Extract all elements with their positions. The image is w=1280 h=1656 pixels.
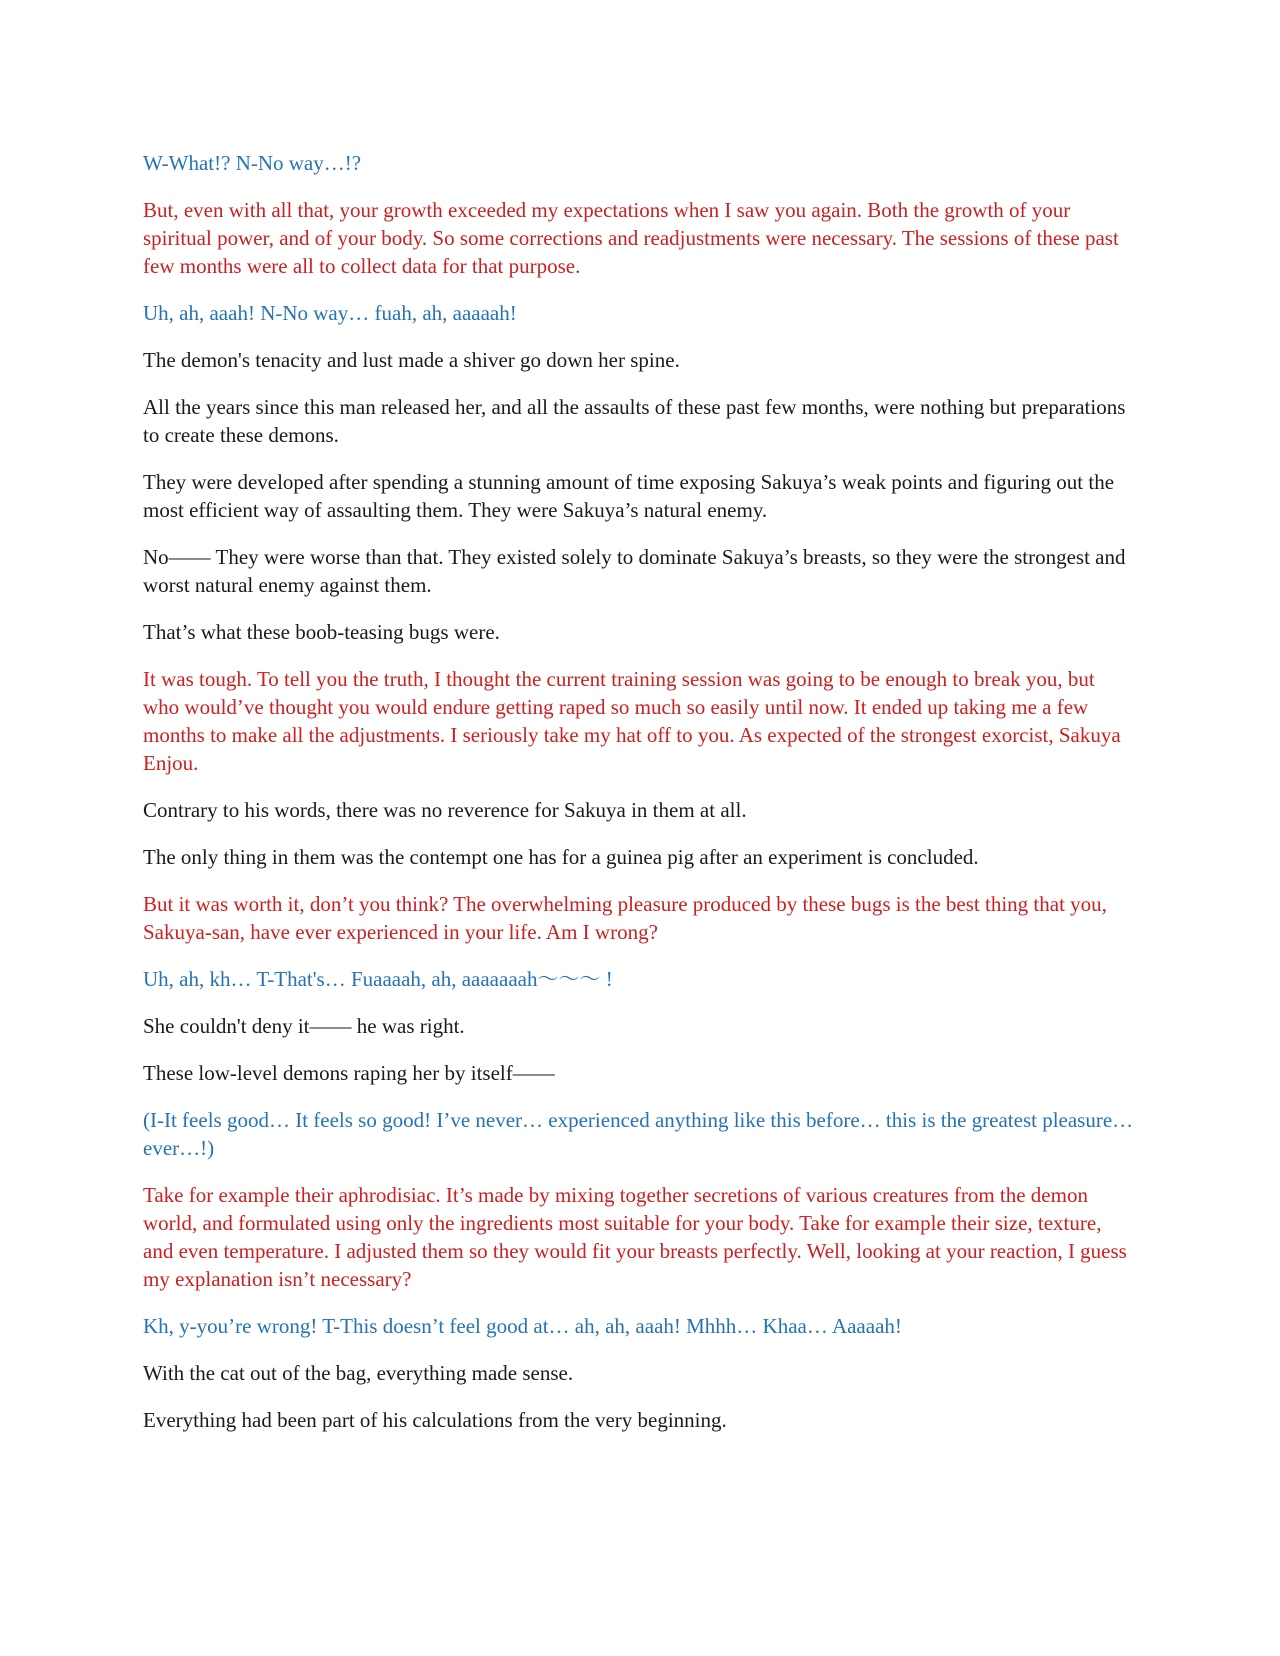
paragraph: Uh, ah, aaah! N-No way… fuah, ah, aaaaah! <box>143 301 517 325</box>
paragraph: They were developed after spending a stunning amount of time exposing Sakuya’s weak points and figuring out the most efficient way of assaulting them. They were Sakuya’s natural enemy. <box>143 470 1115 522</box>
paragraph: No—— They were worse than that. They existed solely to dominate Sakuya’s breasts, so they were the strongest and worst natural enemy against them. <box>143 545 1126 597</box>
paragraph: Take for example their aphrodisiac. It’s made by mixing together secretions of various creatures from the demon world, and formulated using only the ingredients most suitable for your body. Take for example their size, texture, and even temperature. I adjusted them so they would fit your breasts perfectly. Well, looking at your reaction, I guess my explanation isn’t necessary? <box>143 1183 1127 1291</box>
paragraph: But it was worth it, don’t you think? The overwhelming pleasure produced by these bugs is the best thing that you, Sakuya-san, have ever experienced in your life. Am I wrong? <box>143 892 1107 944</box>
paragraph: She couldn't deny it—— he was right. <box>143 1014 465 1038</box>
paragraph: W-What!? N-No way…!? <box>143 151 362 175</box>
paragraph: Kh, y-you’re wrong! T-This doesn’t feel good at… ah, ah, aaah! Mhhh… Khaa… Aaaaah! <box>143 1314 902 1338</box>
paragraph: These low-level demons raping her by itself—— <box>143 1061 555 1085</box>
paragraph: Everything had been part of his calculations from the very beginning. <box>143 1408 727 1432</box>
paragraph: Contrary to his words, there was no reverence for Sakuya in them at all. <box>143 798 747 822</box>
paragraph: The only thing in them was the contempt one has for a guinea pig after an experiment is concluded. <box>143 845 979 869</box>
paragraph: But, even with all that, your growth exceeded my expectations when I saw you again. Both the growth of your spiritual power, and of your body. So some corrections and readjustments were necessary. The sessions of these past few months were all to collect data for that purpose. <box>143 198 1119 278</box>
paragraph: That’s what these boob-teasing bugs were. <box>143 620 500 644</box>
paragraph: It was tough. To tell you the truth, I thought the current training session was going to be enough to break you, but who would’ve thought you would endure getting raped so much so easily until now. It ended up taking me a few months to make all the adjustments. I seriously take my hat off to you. As expected of the strongest exorcist, Sakuya Enjou. <box>143 667 1121 775</box>
paragraph: (I-It feels good… It feels so good! I’ve never… experienced anything like this before… this is the greatest pleasure… ever…!) <box>143 1108 1134 1160</box>
paragraph: With the cat out of the bag, everything made sense. <box>143 1361 574 1385</box>
paragraph: The demon's tenacity and lust made a shiver go down her spine. <box>143 348 680 372</box>
paragraph: All the years since this man released her, and all the assaults of these past few months, were nothing but preparations to create these demons. <box>143 395 1126 447</box>
paragraph: Uh, ah, kh… T-That's… Fuaaaah, ah, aaaaaaah～～～ ! <box>143 967 613 991</box>
